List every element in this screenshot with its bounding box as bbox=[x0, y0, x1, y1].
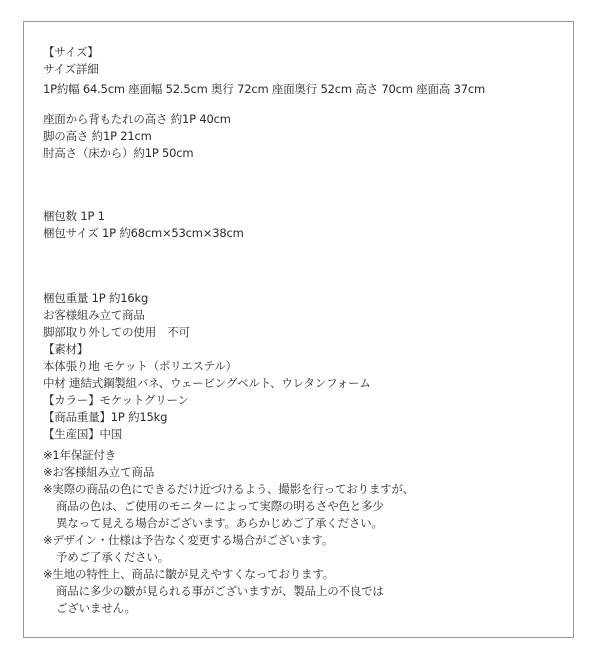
product-spec-box bbox=[23, 21, 574, 638]
fabric-note-2: 商品に多少の皺が見られる事がございますが、製品上の不良では bbox=[56, 584, 384, 598]
leg-height: 脚の高さ 約1P 21cm bbox=[43, 129, 152, 143]
design-note-2: 予めご了承ください。 bbox=[56, 550, 169, 564]
color-note-1: ※実際の商品の色にできるだけ近づけるよう、撮影を行っておりますが、 bbox=[43, 482, 415, 496]
legs-removable-info: 脚部取り外しての使用 不可 bbox=[43, 325, 190, 339]
color-note-3: 異なって見える場合がございます。あらかじめご了承ください。 bbox=[56, 516, 383, 530]
assembly-note: ※お客様組み立て商品 bbox=[43, 465, 155, 479]
fabric-note-1: ※生地の特性上、商品に皺が見えやすくなっております。 bbox=[43, 567, 335, 581]
origin-info: 【生産国】中国 bbox=[43, 427, 123, 441]
upholstery-info: 本体張り地 モケット（ポリエステル） bbox=[43, 359, 237, 373]
spec-content bbox=[43, 44, 563, 617]
size-subheader: サイズ詳細 bbox=[43, 62, 99, 76]
package-weight: 梱包重量 1P 約16kg bbox=[43, 291, 149, 305]
design-note-1: ※デザイン・仕様は予告なく変更する場合がございます。 bbox=[43, 533, 334, 547]
fabric-note-3: ございません。 bbox=[56, 601, 136, 615]
material-header: 【素材】 bbox=[43, 342, 89, 356]
backrest-height: 座面から背もたれの高さ 約1P 40cm bbox=[43, 112, 231, 126]
color-note-2: 商品の色は、ご使用のモニターによって実際の明るさや色と多少 bbox=[56, 499, 384, 513]
warranty-note: ※1年保証付き bbox=[43, 448, 117, 462]
size-header: 【サイズ】 bbox=[43, 45, 99, 59]
product-weight-info: 【商品重量】1P 約15kg bbox=[43, 410, 168, 424]
filling-info: 中材 連結式鋼製組バネ、ウェービングベルト、ウレタンフォーム bbox=[43, 376, 371, 390]
package-size: 梱包サイズ 1P 約68cm×53cm×38cm bbox=[43, 226, 244, 240]
assembly-info: お客様組み立て商品 bbox=[43, 308, 145, 322]
package-count: 梱包数 1P 1 bbox=[43, 209, 105, 223]
armrest-height: 肘高さ（床から）約1P 50cm bbox=[43, 146, 194, 160]
dimensions-line: 1P約幅 64.5cm 座面幅 52.5cm 奥行 72cm 座面奥行 52cm 高さ 70cm 座面高 37cm bbox=[43, 82, 485, 96]
color-info: 【カラー】モケットグリーン bbox=[43, 393, 189, 407]
